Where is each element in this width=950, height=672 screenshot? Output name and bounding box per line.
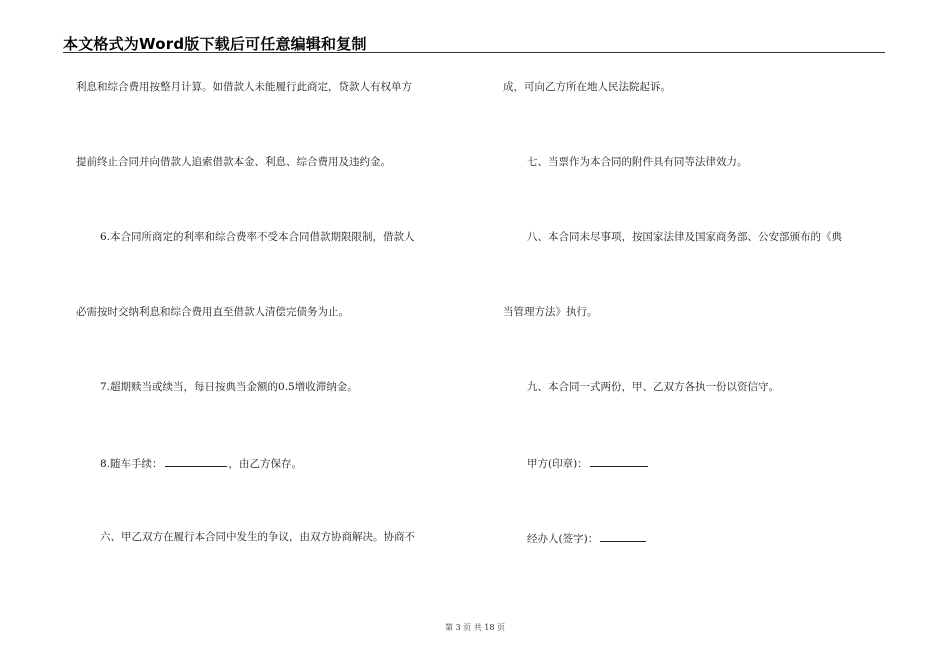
party-a-seal-blank	[590, 455, 648, 467]
left-line-7: 六、甲乙双方在履行本合同中发生的争议，由双方协商解决。协商不	[100, 531, 415, 543]
left-line-2: 提前终止合同并向借款人追索借款本金、利息、综合费用及违约金。	[76, 156, 391, 168]
right-line-1: 成，可向乙方所在地人民法院起诉。	[503, 81, 671, 93]
left-line-4: 必需按时交纳利息和综合费用直至借款人清偿完债务为止。	[76, 306, 349, 318]
vehicle-procedures-label: 8.随车手续：	[100, 458, 163, 470]
vehicle-procedures-blank	[165, 455, 227, 467]
vehicle-procedures-suffix: ，由乙方保存。	[228, 458, 303, 470]
left-line-1: 利息和综合费用按整月计算。如借款人未能履行此商定，贷款人有权单方	[76, 81, 412, 93]
left-line-3: 6.本合同所商定的利率和综合费率不受本合同借款期限限制，借款人	[100, 231, 415, 243]
left-line-5: 7.超期赎当或续当，每日按典当金额的0.5增收滞纳金。	[100, 381, 358, 393]
right-line-3: 八、本合同未尽事项，按国家法律及国家商务部、公安部颁布的《典	[527, 231, 842, 243]
right-line-6	[527, 455, 650, 471]
right-line-2: 七、当票作为本合同的附件具有同等法律效力。	[527, 156, 748, 168]
party-a-seal-label: 甲方(印章)：	[527, 458, 588, 470]
right-line-4: 当管理方法》执行。	[503, 306, 598, 318]
document-header-title: 本文格式为Word版下载后可任意编辑和复制	[63, 35, 367, 53]
handler-signature-label: 经办人(签字)：	[527, 533, 599, 545]
handler-signature-blank	[600, 530, 646, 542]
left-line-6	[100, 455, 302, 471]
header-divider	[63, 52, 885, 53]
right-line-7	[527, 530, 648, 546]
right-line-5: 九、本合同一式两份，甲、乙双方各执一份以资信守。	[527, 381, 779, 393]
page-number: 第 3 页 共 18 页	[445, 623, 505, 632]
